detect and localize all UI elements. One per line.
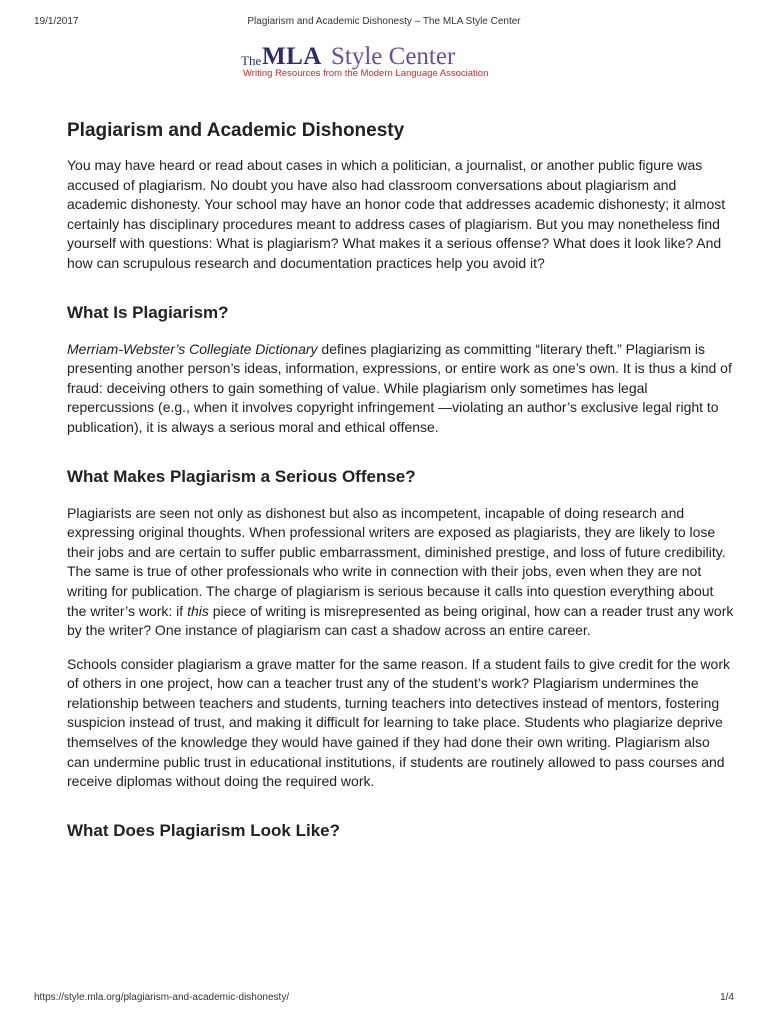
print-page-title: Plagiarism and Academic Dishonesty – The MLA Style Center	[247, 16, 521, 27]
section-heading-what-is-plagiarism: What Is Plagiarism?	[67, 302, 229, 322]
article-title: Plagiarism and Academic Dishonesty	[67, 120, 405, 141]
logo-style-center: Style Center	[331, 43, 456, 70]
logo-the: The	[241, 53, 262, 68]
serious-offense-paragraph-1	[67, 504, 735, 641]
logo-mla: MLA	[262, 43, 322, 70]
mla-style-center-logo[interactable]	[241, 43, 541, 86]
section-heading-what-does-it-look-like: What Does Plagiarism Look Like?	[67, 820, 341, 840]
emphasis-this: this	[187, 602, 209, 619]
article-body	[67, 116, 735, 858]
intro-paragraph: You may have heard or read about cases in which a politician, a journalist, or another public figure was accused of plagiarism. No doubt you have also had classroom conversations about plagiarism and academic dishonesty. Your school may have an honor code that addresses academic dishonesty; it almost certainly has disciplinary procedures meant to address cases of plagiarism. But you may nonetheless find yourself with questions: What is plagiarism? What makes it a serious offense? What does it look like? And how can scrupulous research and documentation practices help you avoid it?	[67, 157, 726, 271]
dictionary-title: Merriam-Webster’s Collegiate Dictionary	[67, 340, 318, 357]
section-spacer	[67, 452, 735, 464]
print-header	[34, 16, 734, 30]
section-spacer	[67, 806, 735, 818]
serious-offense-text-b: piece of writing is misrepresented as being original, how can a reader trust any work by the writer? One instance of plagiarism can cast a shadow across an entire career.	[67, 602, 734, 639]
page-number: 1/4	[720, 992, 734, 1003]
print-footer	[34, 992, 734, 1006]
serious-offense-paragraph-2: Schools consider plagiarism a grave matter for the same reason. If a student fails to give credit for the work of others in one project, how can a teacher trust any of the student’s work? Plagiarism undermines the relationship between teachers and students, turning teachers into detectives instead of mentors, fostering suspicion instead of trust, and making it difficult for learning to take place. Students who plagiarize deprive themselves of the knowledge they would have gained if they had done their own writing. Plagiarism also can undermine public trust in educational institutions, if students are routinely allowed to pass courses and receive diplomas without doing the required work.	[67, 655, 730, 790]
what-is-plagiarism-paragraph	[67, 340, 735, 438]
definition-text: defines plagiarizing as committing “literary theft.” Plagiarism is presenting another person’s ideas, information, expressions, or entire work as one’s own. It is thus a kind of fraud: deceiving others to gain something of value. While plagiarism only sometimes has legal repercussions (e.g., when it involves copyright infringement —violating an author’s exclusive legal right to publication), it is always a serious moral and ethical offense.	[67, 340, 732, 435]
logo-tagline: Writing Resources from the Modern Language Association	[243, 68, 489, 79]
section-spacer	[67, 288, 735, 300]
print-url[interactable]: https://style.mla.org/plagiarism-and-academic-dishonesty/	[34, 992, 290, 1003]
section-heading-serious-offense: What Makes Plagiarism a Serious Offense?	[67, 466, 416, 486]
print-date: 19/1/2017	[34, 16, 79, 27]
serious-offense-text-a: Plagiarists are seen not only as dishonest but also as incompetent, incapable of doing research and expressing original thoughts. When professional writers are exposed as plagiarists, they are likely to lose their jobs and are certain to suffer public embarrassment, diminished prestige, and loss of future credibility. The same is true of other professionals who write in connection with their jobs, even when they are not writing for publication. The charge of plagiarism is serious because it calls into question everything about the writer’s work: if	[67, 504, 726, 619]
